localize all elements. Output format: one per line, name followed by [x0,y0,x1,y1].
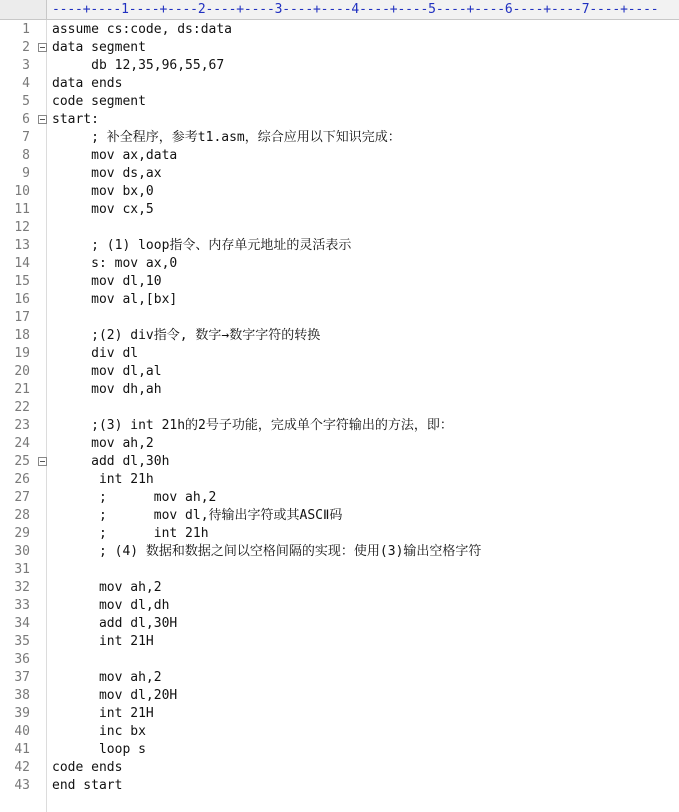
code-line[interactable] [0,93,679,111]
column-ruler [0,0,679,20]
line-number: 2 [22,40,30,55]
line-number: 12 [14,220,30,235]
line-number: 23 [14,418,30,433]
code-text[interactable]: add dl,30H [52,616,178,631]
code-text[interactable]: mov ah,2 [52,436,154,451]
ruler-marks: ----+----1----+----2----+----3----+----4----+----5----+----6----+----7----+---- [52,2,659,17]
fold-collapse-icon[interactable] [38,115,47,124]
code-text[interactable]: div dl [52,346,139,361]
line-number: 27 [14,490,30,505]
code-line[interactable] [0,759,679,777]
code-line[interactable] [0,489,679,507]
code-text[interactable]: mov ah,2 [52,580,162,595]
code-line[interactable] [0,525,679,543]
code-text[interactable]: ; mov ah,2 [52,490,217,505]
code-line[interactable] [0,39,679,57]
fold-collapse-icon[interactable] [38,43,47,52]
line-number: 5 [22,94,30,109]
code-line[interactable] [0,669,679,687]
line-number: 24 [14,436,30,451]
line-number: 14 [14,256,30,271]
code-line[interactable] [0,237,679,255]
code-line[interactable] [0,417,679,435]
line-number: 36 [14,652,30,667]
code-line[interactable] [0,615,679,633]
code-line[interactable] [0,201,679,219]
code-text[interactable]: data segment [52,40,146,55]
code-text[interactable]: start: [52,112,99,127]
code-line[interactable] [0,183,679,201]
line-number: 1 [22,22,30,37]
code-text[interactable]: ; int 21h [52,526,209,541]
line-number: 29 [14,526,30,541]
code-line[interactable] [0,651,679,669]
code-line[interactable] [0,705,679,723]
code-line[interactable] [0,381,679,399]
line-number: 19 [14,346,30,361]
code-line[interactable] [0,723,679,741]
code-text[interactable]: loop s [52,742,146,757]
code-text[interactable]: mov ds,ax [52,166,162,181]
code-line[interactable] [0,363,679,381]
line-number: 34 [14,616,30,631]
line-number: 7 [22,130,30,145]
code-text[interactable]: int 21h [52,472,154,487]
line-number: 13 [14,238,30,253]
code-text[interactable]: mov dl,al [52,364,162,379]
line-number: 40 [14,724,30,739]
line-number: 37 [14,670,30,685]
code-text[interactable]: mov ah,2 [52,670,162,685]
code-line[interactable] [0,165,679,183]
code-line[interactable] [0,291,679,309]
code-line[interactable] [0,21,679,39]
code-text[interactable]: mov dl,10 [52,274,162,289]
line-number: 17 [14,310,30,325]
code-line[interactable] [0,111,679,129]
line-number: 31 [14,562,30,577]
code-text[interactable]: ; (1) loop指令、内存单元地址的灵活表示 [52,238,352,253]
code-line[interactable] [0,309,679,327]
code-line[interactable] [0,633,679,651]
code-line[interactable] [0,399,679,417]
line-number: 4 [22,76,30,91]
code-text[interactable]: int 21H [52,634,154,649]
code-text[interactable]: int 21H [52,706,154,721]
code-line[interactable] [0,453,679,471]
code-line[interactable] [0,345,679,363]
code-lines[interactable] [0,21,679,795]
code-line[interactable] [0,435,679,453]
line-number: 8 [22,148,30,163]
code-text[interactable]: ; 补全程序，参考t1.asm，综合应用以下知识完成： [52,130,401,145]
code-line[interactable] [0,273,679,291]
code-text[interactable]: mov cx,5 [52,202,154,217]
line-number: 30 [14,544,30,559]
line-number: 28 [14,508,30,523]
code-text[interactable]: ; mov dl,待输出字符或其ASCⅡ码 [52,508,343,523]
code-line[interactable] [0,777,679,795]
line-number: 39 [14,706,30,721]
code-text[interactable]: s: mov ax,0 [52,256,178,271]
ruler-gutter [0,0,47,19]
line-number: 6 [22,112,30,127]
code-text[interactable]: ;(3) int 21h的2号子功能，完成单个字符输出的方法，即： [52,418,453,433]
code-text[interactable]: db 12,35,96,55,67 [52,58,225,73]
code-line[interactable] [0,543,679,561]
code-text[interactable]: data ends [52,76,123,91]
line-number: 26 [14,472,30,487]
line-number: 3 [22,58,30,73]
line-number: 35 [14,634,30,649]
line-number: 16 [14,292,30,307]
line-number: 25 [14,454,30,469]
code-text[interactable]: mov bx,0 [52,184,154,199]
code-line[interactable] [0,561,679,579]
code-line[interactable] [0,75,679,93]
line-number: 15 [14,274,30,289]
code-line[interactable] [0,471,679,489]
code-line[interactable] [0,741,679,759]
line-number: 33 [14,598,30,613]
code-line[interactable] [0,687,679,705]
line-number: 18 [14,328,30,343]
code-text[interactable]: end start [52,778,123,793]
line-number: 41 [14,742,30,757]
line-number: 10 [14,184,30,199]
code-text[interactable]: assume cs:code, ds:data [52,22,233,37]
code-line[interactable] [0,597,679,615]
code-text[interactable]: mov ax,data [52,148,178,163]
code-line[interactable] [0,579,679,597]
line-number: 21 [14,382,30,397]
line-number: 32 [14,580,30,595]
line-number: 11 [14,202,30,217]
code-line[interactable] [0,57,679,75]
line-number: 38 [14,688,30,703]
code-text[interactable]: mov dl,dh [52,598,170,613]
code-line[interactable] [0,255,679,273]
fold-collapse-icon[interactable] [38,457,47,466]
code-text[interactable]: add dl,30h [52,454,170,469]
code-text[interactable]: ;(2) div指令, 数字→数字字符的转换 [52,328,321,343]
code-text[interactable]: inc bx [52,724,146,739]
line-number: 9 [22,166,30,181]
code-text[interactable]: mov dl,20H [52,688,178,703]
line-number: 42 [14,760,30,775]
code-line[interactable] [0,147,679,165]
code-text[interactable]: mov al,[bx] [52,292,178,307]
line-number: 43 [14,778,30,793]
line-number: 20 [14,364,30,379]
code-text[interactable]: ; (4) 数据和数据之间以空格间隔的实现：使用(3)输出空格字符 [52,544,482,559]
code-text[interactable]: code segment [52,94,146,109]
line-number: 22 [14,400,30,415]
code-text[interactable]: mov dh,ah [52,382,162,397]
code-line[interactable] [0,129,679,147]
code-line[interactable] [0,327,679,345]
code-line[interactable] [0,219,679,237]
code-line[interactable] [0,507,679,525]
code-text[interactable]: code ends [52,760,123,775]
